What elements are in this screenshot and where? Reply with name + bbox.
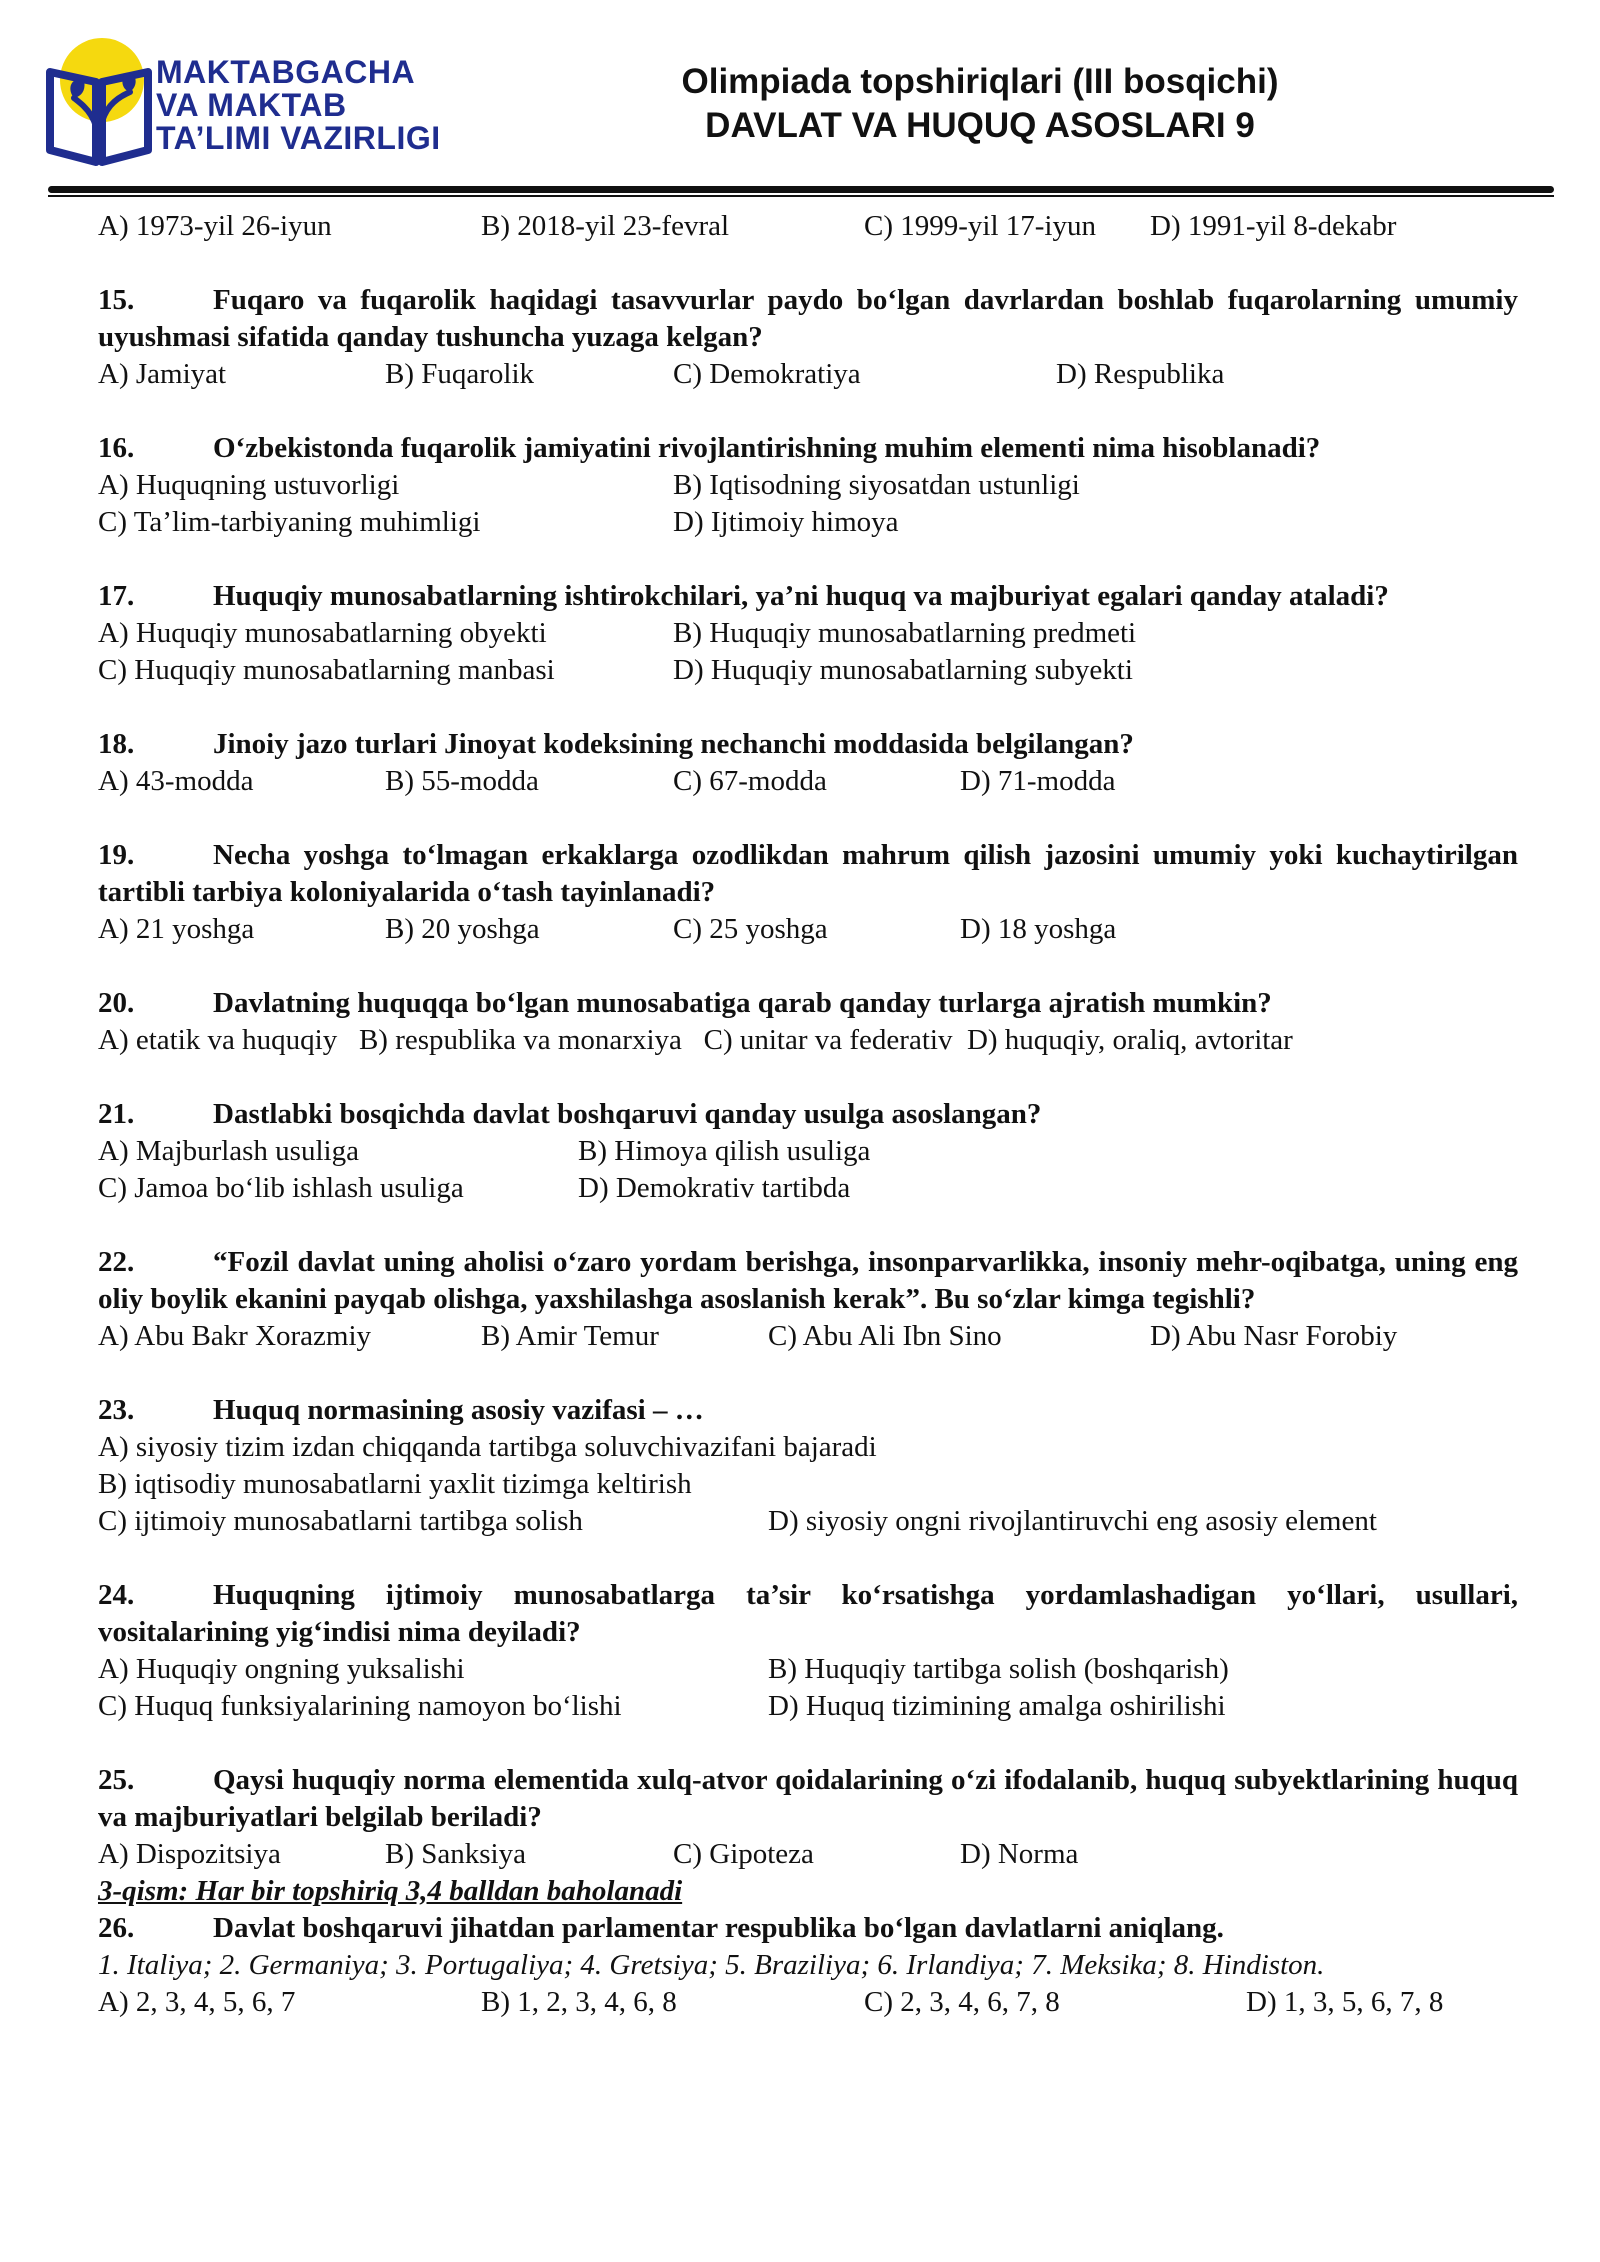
question-20: [98, 985, 1518, 1059]
option-a: A) 21 yoshga: [98, 913, 255, 945]
option-row: [98, 1429, 1518, 1466]
option-row: [98, 1466, 1518, 1503]
question-body: Necha yoshga to‘lmagan erkaklarga ozodlikdan mahrum qilish jazosini umumiy yoki kuchaytirilgan tartibli tarbiya koloniyalarida o‘tash tayinlanadi?: [98, 839, 1518, 908]
question-17: [98, 578, 1518, 689]
question-number: 20.: [98, 987, 135, 1019]
option-b: B) Sanksiya: [385, 1838, 526, 1870]
question-number: 21.: [98, 1098, 135, 1130]
question-body: Qaysi huquqiy norma elementida xulq-atvor qoidalarining o‘zi ifodalanib, huquq subyektlarining huquq va majburiyatlari belgilab beriladi?: [98, 1764, 1518, 1833]
question-number: 18.: [98, 728, 135, 760]
option-b: B) Huquqiy tartibga solish (boshqarish): [768, 1653, 1229, 1685]
option-row: [98, 1318, 1518, 1355]
question-number: 26.: [98, 1912, 135, 1944]
option-row: [98, 1133, 1518, 1170]
question-24: [98, 1577, 1518, 1725]
question-15: [98, 282, 1518, 393]
question-number: 19.: [98, 839, 135, 871]
option-line: A) etatik va huquqiy B) respublika va monarxiya C) unitar va federativ D) huquqiy, oraliq, avtoritar: [98, 1024, 1293, 1056]
question-text: [98, 1096, 1518, 1133]
header-divider: [48, 186, 1554, 198]
questions-area: [98, 208, 1518, 2021]
question-text: [98, 282, 1518, 356]
ministry-name: [156, 56, 441, 155]
option-b: B) Huquqiy munosabatlarning predmeti: [673, 617, 1137, 649]
option-a: A) Dispozitsiya: [98, 1838, 281, 1870]
option-a: A) Huquqiy munosabatlarning obyekti: [98, 617, 547, 649]
option-b: B) 20 yoshga: [385, 913, 540, 945]
option-c: C) Abu Ali Ibn Sino: [768, 1320, 1002, 1352]
question-text: [98, 1910, 1518, 1947]
question-23: [98, 1392, 1518, 1540]
question-16: [98, 430, 1518, 541]
option-a: A) 2, 3, 4, 5, 6, 7: [98, 1986, 296, 2018]
book-sprout-icon: [44, 36, 154, 166]
question-text: [98, 430, 1518, 467]
question-text: [98, 726, 1518, 763]
question-number: 25.: [98, 1764, 135, 1796]
option-d: D) Ijtimoiy himoya: [673, 506, 899, 538]
option-d: D) 18 yoshga: [960, 913, 1117, 945]
question-body: “Fozil davlat uning aholisi o‘zaro yordam berishga, insonparvarlikka, insoniy mehr-oqibatga, uning eng oliy boylik ekanini payqab olishga, yaxshilashga asoslanish kerak”. Bu so‘zlar kimga tegishli?: [98, 1246, 1518, 1315]
title-line-1: Olimpiada topshiriqlari (III bosqichi): [681, 62, 1279, 101]
question-25: [98, 1762, 1518, 1873]
option-c: C) Demokratiya: [673, 358, 861, 390]
option-b: B) 2018-yil 23-fevral: [481, 210, 730, 242]
option-b: B) 1, 2, 3, 4, 6, 8: [481, 1986, 677, 2018]
title-line-2: DAVLAT VA HUQUQ ASOSLARI 9: [705, 106, 1255, 145]
question-number: 17.: [98, 580, 135, 612]
question-number: 24.: [98, 1579, 135, 1611]
question-body: Huquq normasining asosiy vazifasi – …: [213, 1394, 704, 1426]
question-19: [98, 837, 1518, 948]
question-body: Davlat boshqaruvi jihatdan parlamentar respublika bo‘lgan davlatlarni aniqlang.: [213, 1912, 1224, 1944]
logo-line-2: VA MAKTAB: [156, 87, 347, 123]
option-d: D) Respublika: [1056, 358, 1225, 390]
option-a: A) Jamiyat: [98, 358, 227, 390]
option-row: [98, 911, 1518, 948]
question-text: [98, 578, 1518, 615]
option-d: D) Huquqiy munosabatlarning subyekti: [673, 654, 1133, 686]
option-d: D) Huquq tizimining amalga oshirilishi: [768, 1690, 1226, 1722]
option-row: [98, 467, 1518, 504]
question-text: [98, 1762, 1518, 1836]
option-c: C) 25 yoshga: [673, 913, 828, 945]
option-c: C) Ta’lim-tarbiyaning muhimligi: [98, 506, 481, 538]
question-body: Fuqaro va fuqarolik haqidagi tasavvurlar paydo bo‘lgan davrlardan boshlab fuqarolarning umumiy uyushmasi sifatida qanday tushuncha yuzaga kelgan?: [98, 284, 1518, 353]
option-row: [98, 763, 1518, 800]
option-b: B) Himoya qilish usuliga: [578, 1135, 871, 1167]
option-c: C) 2, 3, 4, 6, 7, 8: [864, 1986, 1060, 2018]
question-26: [98, 1910, 1518, 2021]
option-row: [98, 1503, 1518, 1540]
option-a: A) Huquqning ustuvorligi: [98, 469, 400, 501]
option-c: C) Jamoa bo‘lib ishlash usuliga: [98, 1172, 464, 1204]
option-b: B) iqtisodiy munosabatlarni yaxlit tizimga keltirish: [98, 1468, 692, 1500]
question-body: Davlatning huquqqa bo‘lgan munosabatiga qarab qanday turlarga ajratish mumkin?: [213, 987, 1272, 1019]
option-a: A) siyosiy tizim izdan chiqqanda tartibga soluvchivazifani bajaradi: [98, 1431, 877, 1463]
question-body: Jinoiy jazo turlari Jinoyat kodeksining nechanchi moddasida belgilangan?: [213, 728, 1134, 760]
option-row: [98, 652, 1518, 689]
option-row: [98, 615, 1518, 652]
question-text: [98, 985, 1518, 1022]
question-body: Huquqning ijtimoiy munosabatlarga ta’sir ko‘rsatishga yordamlashadigan yo‘llari, usullari, vositalarining yig‘indisi nima deyiladi?: [98, 1579, 1518, 1648]
option-d: D) Demokrativ tartibda: [578, 1172, 851, 1204]
option-a: A) Huquqiy ongning yuksalishi: [98, 1653, 465, 1685]
option-a: A) 43-modda: [98, 765, 254, 797]
logo-line-1: MAKTABGACHA: [156, 54, 416, 90]
option-c: C) ijtimoiy munosabatlarni tartibga solish: [98, 1505, 583, 1537]
question-number: 23.: [98, 1394, 135, 1426]
option-d: D) 1, 3, 5, 6, 7, 8: [1246, 1986, 1444, 2018]
document-title: [560, 60, 1400, 148]
option-d: D) 1991-yil 8-dekabr: [1150, 210, 1397, 242]
question-number: 22.: [98, 1246, 135, 1278]
option-d: D) siyosiy ongni rivojlantiruvchi eng asosiy element: [768, 1505, 1377, 1537]
option-c: C) Gipoteza: [673, 1838, 814, 1870]
question-body: O‘zbekistonda fuqarolik jamiyatini rivojlantirishning muhim elementi nima hisoblanadi?: [213, 432, 1321, 464]
question-22: [98, 1244, 1518, 1355]
option-row: [98, 1688, 1518, 1725]
option-d: D) 71-modda: [960, 765, 1116, 797]
question-21: [98, 1096, 1518, 1207]
question-18: [98, 726, 1518, 800]
option-row: [98, 1651, 1518, 1688]
option-row: [98, 1984, 1518, 2021]
option-b: B) Fuqarolik: [385, 358, 535, 390]
option-a: A) Abu Bakr Xorazmiy: [98, 1320, 372, 1352]
section-heading: 3-qism: Har bir topshiriq 3,4 balldan baholanadi: [98, 1875, 683, 1907]
question-number: 15.: [98, 284, 135, 316]
option-row: [98, 208, 1518, 245]
option-c: C) 1999-yil 17-iyun: [864, 210, 1096, 242]
ministry-logo: [44, 36, 444, 166]
question-text: [98, 1392, 1518, 1429]
logo-line-3: TA’LIMI VAZIRLIGI: [156, 120, 441, 156]
question-text: [98, 1244, 1518, 1318]
option-a: A) Majburlash usuliga: [98, 1135, 359, 1167]
option-b: B) 55-modda: [385, 765, 539, 797]
question-body: Huquqiy munosabatlarning ishtirokchilari, ya’ni huquq va majburiyat egalari qanday ataladi?: [213, 580, 1389, 612]
question-number: 16.: [98, 432, 135, 464]
option-row: [98, 356, 1518, 393]
question-text: [98, 1577, 1518, 1651]
option-c: C) Huquqiy munosabatlarning manbasi: [98, 654, 555, 686]
option-row: [98, 1170, 1518, 1207]
question-body: Dastlabki bosqichda davlat boshqaruvi qanday usulga asoslangan?: [213, 1098, 1042, 1130]
option-b: B) Iqtisodning siyosatdan ustunligi: [673, 469, 1080, 501]
option-a: A) 1973-yil 26-iyun: [98, 210, 332, 242]
option-row: [98, 504, 1518, 541]
country-list: 1. Italiya; 2. Germaniya; 3. Portugaliya; 4. Gretsiya; 5. Braziliya; 6. Irlandiya; 7. Meksika; 8. Hindiston.: [98, 1949, 1325, 1981]
option-d: D) Norma: [960, 1838, 1079, 1870]
option-b: B) Amir Temur: [481, 1320, 659, 1352]
option-d: D) Abu Nasr Forobiy: [1150, 1320, 1398, 1352]
option-c: C) 67-modda: [673, 765, 827, 797]
option-c: C) Huquq funksiyalarining namoyon bo‘lishi: [98, 1690, 622, 1722]
question-text: [98, 837, 1518, 911]
option-row: [98, 1836, 1518, 1873]
